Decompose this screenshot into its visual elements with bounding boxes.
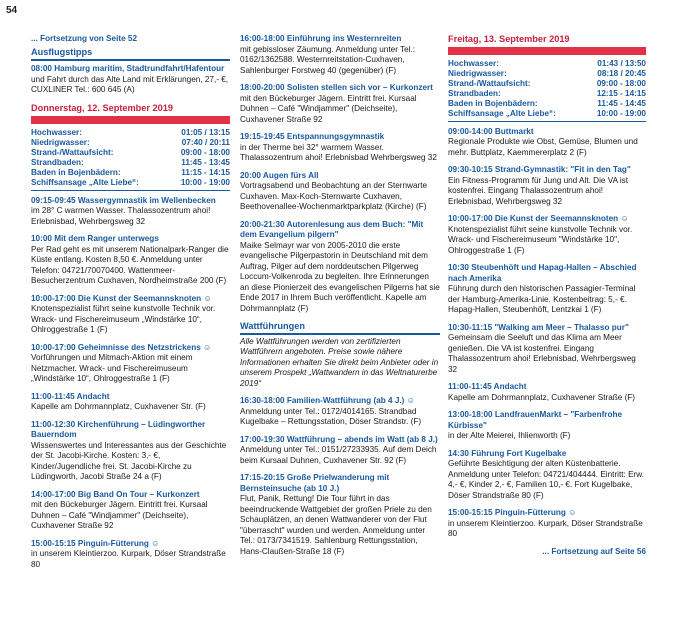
tide-row [448, 109, 646, 119]
event-item [31, 420, 230, 483]
section-title-excursions: Ausflugstipps [31, 47, 230, 62]
event-item [240, 132, 440, 164]
event-body: in der Alte Meierei, Ihlienworth (F) [448, 431, 571, 441]
event-body: Flut, Panik, Rettung! Die Tour führt in das beeindruckende Wattgebiet der großen Priele zu den Schauplätzen, an denen Wattwanderer von der Flut "überrascht" wurden und werden. Anmeldung unter Tel.: 0173/7341519. Sahlenburg Rettungsstation, Hans-Claußen-Straße 18 (F) [240, 494, 432, 556]
event-title: 08:00 Hamburg maritim, Stadtrundfahrt/Hafentour [31, 64, 225, 74]
event-body: mit gebissloser Zäumung. Anmeldung unter Tel.: 0162/1362588. Westernreitstation-Cuxhaven, Sahlenburger Forstweg 40 (gegenüber) (F) [240, 44, 416, 75]
section-title-mudflat-tours: Wattführungen [240, 321, 440, 335]
event-title: 11:00-11:45 Andacht [31, 391, 110, 401]
tide-label: Hochwasser: [448, 58, 499, 68]
tide-row [31, 168, 230, 178]
continued-on: ... Fortsetzung auf Seite 56 [542, 546, 646, 556]
tide-value: 10:00 - 19:00 [596, 108, 646, 118]
event-title: 10:30 Steubenhöft und Hapag-Hallen – Abschied nach Amerika [448, 263, 637, 283]
event-item [448, 165, 646, 207]
event-title: 11:00-11:45 Andacht [448, 382, 527, 392]
event-body: im 28° C warmen Wasser. Thalassozentrum ahoi! Erlebnisbad, Wehrbergsweg 32 [31, 206, 211, 226]
event-item [448, 382, 646, 403]
day-title-thursday: Donnerstag, 12. September 2019 [31, 102, 173, 113]
event-body: Geführte Besichtigung der alten Küstenbatterie. Anmeldung unter Telefon: 04721/404444. Eintritt: Erw. 4,- €, Kinder 2,- €, Familien 10,- €. Fort Kugelbake, Döser Strandstraße 80 (F) [448, 459, 645, 500]
event-body: Kapelle am Dohrmannplatz, Cuxhavener Straße (F) [448, 392, 636, 402]
event-body: und Fahrt durch das Alte Land mit Erklärungen, 27,- €, CUXLINER Tel.: 600 645 (A) [31, 74, 229, 95]
tide-value: 01:05 / 13:15 [181, 127, 230, 137]
event-title: 10:00-17:00 Die Kunst der Seemannsknoten ☺ [448, 214, 629, 224]
tide-row [448, 99, 646, 109]
event-item [240, 171, 440, 213]
event-item [448, 410, 646, 442]
event-body: mit den Bückeburger Jägern. Eintritt frei. Kursaal Duhnen – Café "Windjammer" (Deichseite), Cuxhavener Straße 92 [240, 93, 417, 124]
event-item [240, 435, 440, 467]
tide-label: Strandbaden: [448, 88, 501, 98]
page-number: 54 [6, 5, 18, 16]
event-body: Per Rad geht es mit unserem Nationalpark-Ranger die Küste entlang. Kosten 8,50 €. Anmeldung unter Telefon: 04721/70070400. Wattenmeer-Besucherzentrum Cuxhaven, Nordheimstraße 200 (F) [31, 244, 229, 286]
tide-label: Strand-/Wattaufsicht: [31, 147, 114, 157]
event-item [448, 508, 646, 540]
tide-row [31, 178, 230, 188]
tide-label: Baden in Bojenbädern: [31, 167, 121, 177]
tide-value: 10:00 - 19:00 [180, 177, 230, 187]
tide-row [448, 69, 646, 79]
continued-from: ... Fortsetzung von Seite 52 [31, 34, 138, 43]
event-title: 11:00-12:30 Kirchenführung – Lüdingworther Bauerndom [31, 419, 206, 440]
event-title: 17:15-20:15 Große Prielwanderung mit Bernsteinsuche (ab 10 J.) [240, 473, 390, 493]
column-middle [240, 34, 440, 564]
day-title-friday: Freitag, 13. September 2019 [448, 34, 570, 44]
tide-label: Niedrigwasser: [448, 68, 507, 78]
event-title: 19:15-19:45 Entspannungsgymnastik [240, 132, 385, 141]
event-body: Vorführungen und Mitmach-Aktion mit einem Netzmacher. Wrack- und Fischereimuseum „Windstärke 10“, Ohlroggestraße 1 (F) [31, 353, 193, 384]
tide-label: Schiffsansage „Alte Liebe“: [448, 108, 556, 118]
event-title: 17:00-19:30 Wattführung – abends im Watt (ab 8 J.) [240, 434, 438, 444]
column-right [448, 34, 646, 557]
tide-label: Strand-/Wattaufsicht: [448, 78, 531, 88]
event-body: Knotenspezialist führt seine kunstvolle Technik vor. Wrack- und Fischereimuseum "Windstärke 10", Ohlroggestraße 1 (F) [448, 224, 633, 255]
event-item [240, 83, 440, 125]
event-body: Anmeldung unter Tel.: 0151/27233935. Auf dem Deich beim Kursaal Duhnen, Cuxhavener Str. 92 (F) [240, 445, 437, 465]
event-title: 09:00-14:00 Buttmarkt [448, 126, 534, 136]
event-item [240, 220, 440, 315]
tide-row [31, 148, 230, 158]
event-body: in unserem Kleintierzoo. Kurpark, Döser Strandstraße 80 [31, 549, 226, 569]
divider [448, 121, 646, 122]
event-body: Vortragsabend und Beobachtung an der Sternwarte Cuxhaven. Max-Koch-Sternwarte Cuxhaven, Beethovenallee-Wochenmarktparkplatz (Kirche) (F) [240, 181, 428, 211]
event-item [448, 449, 646, 502]
tide-value: 01:43 / 13:50 [597, 58, 646, 68]
tide-label: Schiffsansage „Alte Liebe“: [31, 177, 139, 187]
event-item [448, 263, 646, 316]
event-title: 09:30-10:15 Strand-Gymnastik: "Fit in den Tag" [448, 165, 631, 175]
mudflat-intro: Alle Wattführungen werden von zertifizierten Wattführern angeboten. Preise sowie nähere Informationen erhalten Sie direkt beim Anbieter oder in unserem Prospekt „Wattwandern in das Weltnaturerbe 2019“ [240, 336, 439, 388]
tide-row [31, 158, 230, 168]
tide-value: 09:00 - 18:00 [180, 147, 230, 157]
event-item [31, 539, 230, 571]
event-body: Knotenspezialist führt seine kunstvolle Technik vor. Wrack- und Fischereimuseum „Windstärke 10“, Ohlroggestraße 1 (F) [31, 304, 216, 335]
tide-row [448, 79, 646, 89]
event-title: 13:00-18:00 LandfrauenMarkt – "Farbenfrohe Kürbisse" [448, 410, 623, 430]
tide-row [31, 138, 230, 148]
event-body: Führung durch den historischen Passagier-Terminal der Hamburg-Amerika-Linie. Kostenbeitrag: 5,- €. Hapag-Hallen, Steubenhöft, Lentzkai 1 (F) [448, 284, 636, 315]
tide-value: 11:45 - 13:45 [181, 157, 230, 167]
tide-value: 11:45 - 14:45 [597, 98, 646, 108]
tide-row [31, 128, 230, 138]
event-title: 10:00-17:00 Die Kunst der Seemannsknoten ☺ [31, 293, 212, 303]
event-title: 10:00 Mit dem Ranger unterwegs [31, 234, 159, 244]
tide-value: 09:00 - 18:00 [596, 78, 646, 88]
tide-label: Niedrigwasser: [31, 137, 90, 147]
event-title: 20:00 Augen fürs All [240, 170, 319, 180]
column-left [31, 34, 230, 577]
tide-value: 08:18 / 20:45 [597, 68, 646, 78]
event-body: Ein Fitness-Programm für Jung und Alt. Die VA ist kostenfrei. Eingang Thalassozentrum ahoi! Erlebnisbad, Wehrbergsweg 32 [448, 175, 629, 206]
event-item [31, 234, 230, 287]
event-item [448, 323, 646, 376]
event-title: 15:00-15:15 Pinguin-Fütterung ☺ [448, 508, 577, 518]
event-item [240, 34, 440, 76]
tide-row [448, 59, 646, 69]
event-item [448, 127, 646, 159]
day-bar [31, 116, 230, 124]
event-item [31, 392, 230, 413]
tide-value: 12:15 - 14:15 [596, 88, 646, 98]
event-title: 16:30-18:00 Familien-Wattführung (ab 4 J.) ☺ [240, 396, 416, 406]
tide-label: Baden in Bojenbädern: [448, 98, 538, 108]
event-item [240, 396, 440, 428]
event-title: 18:00-20:00 Solisten stellen sich vor – Kurkonzert [240, 83, 433, 92]
event-title: 20:00-21:30 Autorenlesung aus dem Buch: "Mit dem Evangelium pilgern" [240, 219, 424, 239]
event-body: Kapelle am Dohrmannplatz, Cuxhavener Str. (F) [31, 402, 206, 412]
event-body: Gemeinsam die Seeluft und das Klima am Meer genießen. Die VA ist kostenfrei. Eingang Thalassozentrum ahoi! Erlebnisbad, Wehrbergsweg 32 [448, 333, 636, 374]
event-item [31, 196, 230, 228]
excursion-item [31, 64, 230, 96]
tide-table-thursday [31, 128, 230, 188]
divider [31, 190, 230, 191]
event-item [448, 214, 646, 256]
tide-table-friday [448, 59, 646, 119]
event-title: 15:00-15:15 Pinguin-Fütterung ☺ [31, 538, 160, 548]
tide-label: Strandbaden: [31, 157, 84, 167]
event-body: in unserem Kleintierzoo. Kurpark, Döser Strandstraße 80 [448, 518, 643, 539]
event-item [31, 490, 230, 532]
event-item [31, 294, 230, 336]
event-title: 16:00-18:00 Einführung ins Westernreiten [240, 34, 402, 43]
event-body: in der Therme bei 32° warmem Wasser. Thalassozentrum ahoi! Erlebnisbad Wehrbergsweg 32 [240, 142, 437, 162]
tide-row [448, 89, 646, 99]
tide-value: 11:15 - 14:15 [181, 167, 230, 177]
day-bar [448, 47, 646, 55]
event-title: 10:00-17:00 Geheimnisse des Netzstrickens ☺ [31, 342, 212, 352]
event-item [31, 343, 230, 385]
event-title: 14:00-17:00 Big Band On Tour – Kurkonzert [31, 489, 200, 499]
event-body: Wissenswertes und Interessantes aus der Geschichte der St. Jacobi-Kirche. Kosten: 3,- €, Kinder/Jugendliche frei. St. Jacobi-Kirche zu Lüdingworth, Jacobi Straße 24 a (F) [31, 440, 227, 482]
tide-label: Hochwasser: [31, 127, 82, 137]
tide-value: 07:40 / 20:11 [181, 137, 230, 147]
event-title: 10:30-11:15 "Walking am Meer – Thalasso pur" [448, 322, 629, 332]
event-body: Maike Selmayr war von 2005-2010 die erste evangelische Pilgerpastorin in Deutschland mit dem Auftrag, Pilger auf dem norddeutschen Pilgerweg Loccum-Volkenroda zu begleiten. Ihre Erinnerungen an diese Pionierzeit des evangelischen Pilgerns hat sie Ende 2017 in Ihrem Buch veröffentlicht. Kapelle am Dohrmannplatz (F) [240, 240, 440, 313]
event-body: mit den Bückeburger Jägern. Eintritt frei. Kursaal Duhnen – Café "Windjammer" (Deichseite), Cuxhavener Straße 92 [31, 500, 208, 531]
event-body: Regionale Produkte wie Obst, Gemüse, Blumen und mehr. Buttplatz, Kaemmererplatz 2 (F) [448, 137, 638, 157]
event-title: 09:15-09:45 Wassergymnastik im Wellenbecken [31, 195, 216, 205]
event-item [240, 473, 440, 557]
event-title: 14:30 Führung Fort Kugelbake [448, 448, 567, 458]
event-body: Anmeldung unter Tel.: 0172/4014165. Strandbad Kugelbake – Rettungsstation, Döser Strandstr. (F) [240, 406, 422, 427]
